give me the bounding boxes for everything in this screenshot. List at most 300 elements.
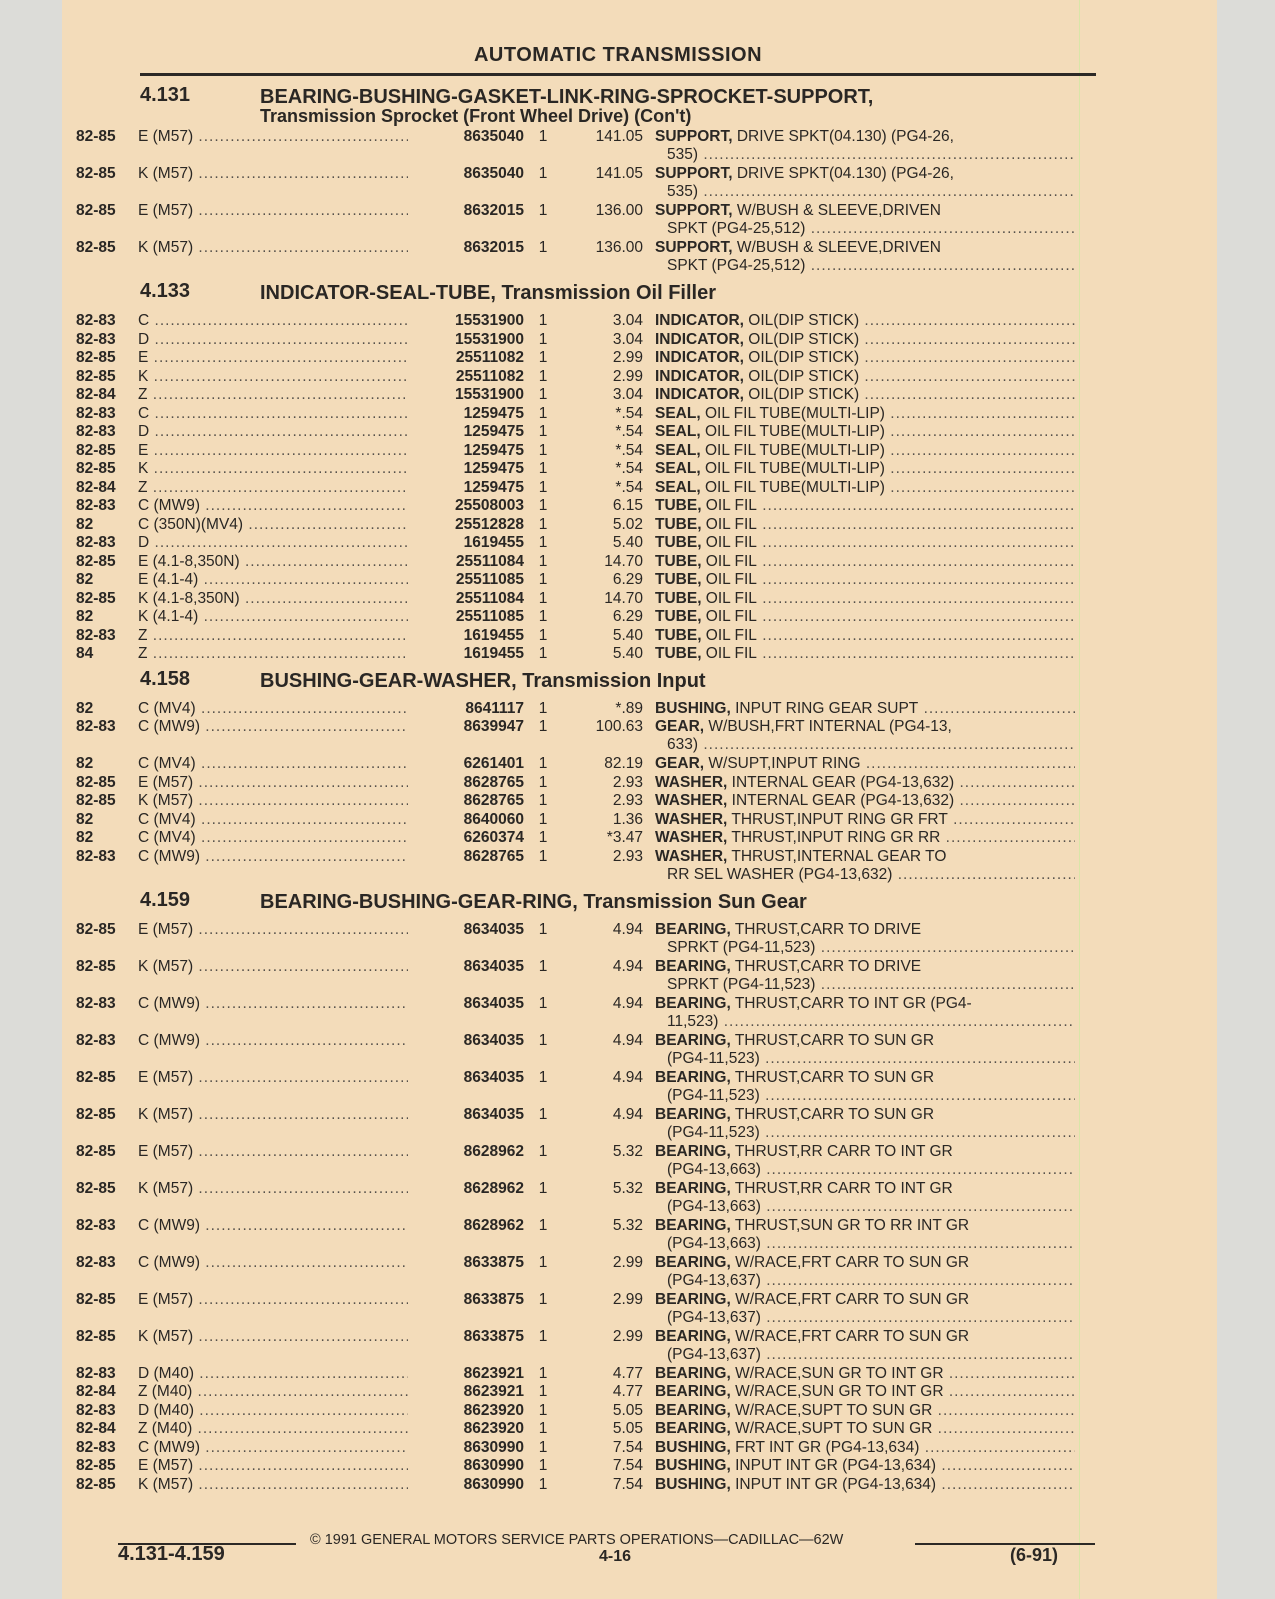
title-rule xyxy=(140,73,1096,76)
description-line-1 xyxy=(655,1476,1075,1494)
description-text: OIL(DIP STICK) xyxy=(743,349,860,366)
model-year: 82-85 xyxy=(76,367,116,385)
part-row xyxy=(0,645,1155,664)
part-row xyxy=(0,1365,1155,1384)
quantity: 1 xyxy=(538,1179,548,1197)
model-code: K (4.1-4) ..... xyxy=(138,608,408,626)
part-row xyxy=(0,312,1155,331)
description-text: THRUST,INPUT RING GR RR xyxy=(727,829,941,846)
quantity: 1 xyxy=(538,589,548,607)
price: 4.94 xyxy=(612,994,643,1012)
model-year: 82 xyxy=(76,699,94,717)
price: 2.99 xyxy=(612,349,643,366)
part-description xyxy=(655,331,1075,349)
model-code: Z ..... xyxy=(138,386,408,404)
model-year: 82-83 xyxy=(76,423,116,440)
model-code: K (4.1-8,350N) ..... xyxy=(138,590,408,608)
price: 4.94 xyxy=(612,920,643,938)
price: *.54 xyxy=(615,460,643,477)
model-year: 82-85 xyxy=(76,773,116,791)
description-keyword: SEAL, xyxy=(655,460,701,477)
model-year: 82 xyxy=(76,755,94,772)
description-keyword: SEAL, xyxy=(655,441,701,459)
price: 3.04 xyxy=(612,386,643,403)
price: 141.05 xyxy=(595,165,643,182)
part-number: 8628962 xyxy=(463,1179,524,1197)
model-code: E (M57) ..... xyxy=(138,128,408,146)
part-row xyxy=(0,995,1155,1032)
part-number: 25511084 xyxy=(455,552,524,570)
description-keyword: INDICATOR, xyxy=(655,349,744,366)
model-code: E ..... xyxy=(138,349,408,367)
quantity: 1 xyxy=(538,1216,548,1234)
quantity: 1 xyxy=(538,608,548,625)
description-line-1 xyxy=(655,921,1075,939)
description-text: OIL FIL xyxy=(701,626,757,644)
price: 5.02 xyxy=(612,515,643,533)
description-text: W/RACE,SUN GR TO INT GR xyxy=(730,1364,944,1382)
description-line-1 xyxy=(655,571,1075,589)
price: 2.93 xyxy=(612,773,643,791)
description-line-2: (PG4-13,637) ..... xyxy=(655,1272,1075,1290)
part-number: 8633875 xyxy=(463,1253,524,1271)
part-number: 8630990 xyxy=(463,1438,524,1456)
description-keyword: SUPPORT, xyxy=(655,239,733,256)
part-row xyxy=(0,1254,1155,1291)
description-keyword: GEAR, xyxy=(655,755,705,772)
description-text: THRUST,INPUT RING GR FRT xyxy=(727,810,948,828)
description-keyword: TUBE, xyxy=(655,608,702,625)
part-number: 15531900 xyxy=(455,386,524,403)
part-row xyxy=(0,460,1155,479)
description-keyword: WASHER, xyxy=(655,810,728,828)
price: 141.05 xyxy=(595,128,643,145)
part-row xyxy=(0,848,1155,885)
part-row xyxy=(0,479,1155,498)
footer-page-number: 4-16 xyxy=(598,1548,632,1565)
model-code: E (M57) ..... xyxy=(138,1291,408,1309)
part-number: 8635040 xyxy=(463,128,524,145)
description-keyword: TUBE, xyxy=(655,645,702,662)
part-description xyxy=(655,848,1075,884)
part-row xyxy=(0,386,1155,405)
model-year: 82-85 xyxy=(76,957,116,975)
description-line-1 xyxy=(655,848,1075,866)
description-keyword: BEARING, xyxy=(655,1068,731,1086)
model-code: C ..... xyxy=(138,405,408,423)
price: *.54 xyxy=(615,441,643,459)
model-year: 82-85 xyxy=(76,349,116,366)
model-year: 82 xyxy=(76,829,94,846)
part-description xyxy=(655,700,1075,718)
part-number: 15531900 xyxy=(455,330,524,348)
description-text: OIL FIL xyxy=(701,534,757,551)
part-row xyxy=(0,958,1155,995)
part-number: 8632015 xyxy=(463,239,524,256)
model-code: C (MV4) ..... xyxy=(138,700,408,718)
model-code: D (M40) ..... xyxy=(138,1402,408,1420)
description-line-1 xyxy=(655,312,1075,330)
description-line-2: 535) ..... xyxy=(655,146,1075,164)
part-number: 8634035 xyxy=(463,1031,524,1049)
part-description xyxy=(655,368,1075,386)
part-description xyxy=(655,479,1075,497)
part-description xyxy=(655,958,1075,994)
section-title-bold: BEARING-BUSHING-GASKET-LINK-RING-SPROCKET-SUPPORT, xyxy=(260,86,874,108)
description-line-1 xyxy=(655,331,1075,349)
description-keyword: INDICATOR, xyxy=(655,386,744,403)
description-keyword: TUBE, xyxy=(655,589,702,607)
description-text: W/BUSH & SLEEVE,DRIVEN xyxy=(732,239,941,256)
part-number: 1619455 xyxy=(463,626,524,644)
description-line-1 xyxy=(655,590,1075,608)
part-number: 8628962 xyxy=(463,1142,524,1160)
model-code: E (M57) ..... xyxy=(138,1457,408,1475)
part-row xyxy=(0,792,1155,811)
part-row xyxy=(0,239,1155,276)
model-code: K (M57) ..... xyxy=(138,239,408,257)
description-text: INTERNAL GEAR (PG4-13,632) xyxy=(727,773,955,791)
model-code: Z ..... xyxy=(138,627,408,645)
part-number: 25511085 xyxy=(455,571,524,588)
description-text: W/RACE,SUN GR TO INT GR xyxy=(730,1383,944,1400)
part-number: 8630990 xyxy=(463,1475,524,1493)
model-code: K (M57) ..... xyxy=(138,1106,408,1124)
part-number: 1259475 xyxy=(463,423,524,440)
model-year: 84 xyxy=(76,645,94,662)
description-line-1 xyxy=(655,202,1075,220)
part-row xyxy=(0,1069,1155,1106)
quantity: 1 xyxy=(538,202,548,219)
part-row xyxy=(0,128,1155,165)
part-description xyxy=(655,497,1075,515)
description-line-1 xyxy=(655,128,1075,146)
part-description xyxy=(655,349,1075,367)
description-text: THRUST,CARR TO DRIVE xyxy=(730,920,922,938)
price: 5.40 xyxy=(612,626,643,644)
description-text: W/BUSH & SLEEVE,DRIVEN xyxy=(732,202,941,219)
quantity: 1 xyxy=(538,571,548,588)
description-keyword: BUSHING, xyxy=(655,1475,731,1493)
description-keyword: BEARING, xyxy=(655,1327,731,1345)
description-text: W/RACE,SUPT TO SUN GR xyxy=(730,1401,933,1419)
model-year: 82-85 xyxy=(76,920,116,938)
model-code: C (MW9) ..... xyxy=(138,995,408,1013)
description-line-1 xyxy=(655,755,1075,773)
part-description xyxy=(655,386,1075,404)
part-description xyxy=(655,1032,1075,1068)
section-number: 4.133 xyxy=(140,280,191,302)
model-code: C (MW9) ..... xyxy=(138,718,408,736)
part-number: 6261401 xyxy=(463,755,524,772)
section-title xyxy=(260,670,706,693)
description-line-1 xyxy=(655,534,1075,552)
description-keyword: WASHER, xyxy=(655,792,728,809)
description-keyword: BEARING, xyxy=(655,1216,731,1234)
part-number: 25512828 xyxy=(455,515,524,533)
description-line-1 xyxy=(655,349,1075,367)
quantity: 1 xyxy=(538,957,548,975)
quantity: 1 xyxy=(538,829,548,846)
description-keyword: BEARING, xyxy=(655,1364,731,1382)
model-year: 82-85 xyxy=(76,1457,116,1474)
quantity: 1 xyxy=(538,128,548,145)
quantity: 1 xyxy=(538,994,548,1012)
description-line-1 xyxy=(655,479,1075,497)
price: 7.54 xyxy=(612,1457,643,1474)
description-keyword: SUPPORT, xyxy=(655,128,733,145)
model-year: 82-83 xyxy=(76,534,116,551)
description-text: OIL FIL xyxy=(701,645,757,662)
part-description xyxy=(655,239,1075,275)
description-keyword: INDICATOR, xyxy=(655,367,744,385)
part-row xyxy=(0,497,1155,516)
quantity: 1 xyxy=(538,847,548,865)
quantity: 1 xyxy=(538,497,548,514)
price: 2.93 xyxy=(612,847,643,865)
model-year: 82-85 xyxy=(76,552,116,570)
price: 5.32 xyxy=(612,1216,643,1234)
description-text: OIL FIL xyxy=(701,608,757,625)
model-code: C (MV4) ..... xyxy=(138,755,408,773)
part-number: 6260374 xyxy=(463,829,524,846)
section-title-rest: Transmission Oil Filler xyxy=(495,282,716,304)
model-code: C (MW9) ..... xyxy=(138,848,408,866)
part-description xyxy=(655,516,1075,534)
part-number: 25511082 xyxy=(455,367,524,385)
part-number: 1259475 xyxy=(463,441,524,459)
part-row xyxy=(0,516,1155,535)
price: *.54 xyxy=(615,423,643,440)
price: 3.04 xyxy=(612,312,643,329)
part-number: 8623920 xyxy=(463,1420,524,1437)
part-description xyxy=(655,811,1075,829)
part-number: 8628765 xyxy=(463,847,524,865)
part-number: 25511082 xyxy=(455,349,524,366)
description-line-2: 11,523) ..... xyxy=(655,1013,1075,1031)
quantity: 1 xyxy=(538,1364,548,1382)
price: 136.00 xyxy=(595,202,643,219)
parts-list xyxy=(0,80,1155,1494)
part-description xyxy=(655,553,1075,571)
description-text: OIL FIL xyxy=(701,515,757,533)
description-keyword: BUSHING, xyxy=(655,699,731,717)
model-code: K (M57) ..... xyxy=(138,1180,408,1198)
description-text: FRT INT GR (PG4-13,634) xyxy=(730,1438,920,1456)
description-line-1 xyxy=(655,1365,1075,1383)
description-text: OIL FIL TUBE(MULTI-LIP) xyxy=(700,460,885,477)
quantity: 1 xyxy=(538,1142,548,1160)
part-row xyxy=(0,571,1155,590)
model-year: 82-85 xyxy=(76,792,116,809)
quantity: 1 xyxy=(538,1290,548,1308)
model-year: 82-83 xyxy=(76,718,116,735)
quantity: 1 xyxy=(538,1475,548,1493)
part-row xyxy=(0,1383,1155,1402)
price: 136.00 xyxy=(595,239,643,256)
description-line-1 xyxy=(655,1420,1075,1438)
price: 1.36 xyxy=(612,810,643,828)
part-description xyxy=(655,1069,1075,1105)
description-line-1 xyxy=(655,995,1075,1013)
description-text: THRUST,CARR TO INT GR (PG4- xyxy=(730,994,972,1012)
description-line-1 xyxy=(655,811,1075,829)
part-description xyxy=(655,774,1075,792)
description-keyword: SEAL, xyxy=(655,423,701,440)
description-keyword: BUSHING, xyxy=(655,1457,731,1474)
description-text: OIL FIL xyxy=(701,497,757,514)
description-text: INPUT RING GEAR SUPT xyxy=(730,699,919,717)
part-number: 8633875 xyxy=(463,1327,524,1345)
description-line-1 xyxy=(655,1180,1075,1198)
description-keyword: BEARING, xyxy=(655,1290,731,1308)
model-year: 82-85 xyxy=(76,1179,116,1197)
part-row xyxy=(0,829,1155,848)
quantity: 1 xyxy=(538,1068,548,1086)
model-year: 82-83 xyxy=(76,1031,116,1049)
quantity: 1 xyxy=(538,718,548,735)
description-text: OIL FIL TUBE(MULTI-LIP) xyxy=(700,404,885,422)
section-header xyxy=(0,664,1155,700)
description-line-2: SPRKT (PG4-11,523) ..... xyxy=(655,976,1075,994)
model-code: E (4.1-8,350N) ..... xyxy=(138,553,408,571)
footer-section-range: 4.131-4.159 xyxy=(118,1543,225,1565)
quantity: 1 xyxy=(538,920,548,938)
model-code: C (MW9) ..... xyxy=(138,497,408,515)
description-keyword: WASHER, xyxy=(655,773,728,791)
description-text: W/SUPT,INPUT RING xyxy=(704,755,861,772)
description-keyword: BEARING, xyxy=(655,1142,731,1160)
price: *.89 xyxy=(615,699,643,717)
description-text: THRUST,CARR TO SUN GR xyxy=(730,1105,935,1123)
model-year: 82-85 xyxy=(76,1068,116,1086)
model-code: C (MW9) ..... xyxy=(138,1439,408,1457)
model-code: Z ..... xyxy=(138,479,408,497)
description-keyword: TUBE, xyxy=(655,571,702,588)
description-line-1 xyxy=(655,718,1075,736)
price: 2.99 xyxy=(612,1327,643,1345)
section-title-bold: BEARING-BUSHING-GEAR-RING, xyxy=(260,890,578,913)
description-text: INPUT INT GR (PG4-13,634) xyxy=(730,1457,937,1474)
quantity: 1 xyxy=(538,645,548,662)
model-year: 82-83 xyxy=(76,1364,116,1382)
quantity: 1 xyxy=(538,1420,548,1437)
model-year: 82 xyxy=(76,515,94,533)
description-text: INTERNAL GEAR (PG4-13,632) xyxy=(727,792,955,809)
page-title: AUTOMATIC TRANSMISSION xyxy=(473,44,763,66)
description-line-1 xyxy=(655,1383,1075,1401)
model-year: 82-83 xyxy=(76,1216,116,1234)
description-keyword: BEARING, xyxy=(655,1383,731,1400)
description-line-1 xyxy=(655,368,1075,386)
price: 6.29 xyxy=(612,608,643,625)
model-code: C (MW9) ..... xyxy=(138,1217,408,1235)
description-line-1 xyxy=(655,958,1075,976)
quantity: 1 xyxy=(538,404,548,422)
section-title-rest: Transmission Sun Gear xyxy=(577,890,807,913)
price: 2.99 xyxy=(612,1253,643,1271)
description-line-2: (PG4-13,637) ..... xyxy=(655,1309,1075,1327)
description-line-2: SPKT (PG4-25,512) ..... xyxy=(655,257,1075,275)
model-code: E (M57) ..... xyxy=(138,202,408,220)
price: 4.94 xyxy=(612,1105,643,1123)
part-number: 25511084 xyxy=(455,589,524,607)
description-text: OIL FIL TUBE(MULTI-LIP) xyxy=(700,423,885,440)
model-year: 82-85 xyxy=(76,460,116,477)
part-description xyxy=(655,460,1075,478)
model-year: 82-83 xyxy=(76,1401,116,1419)
description-text: THRUST,RR CARR TO INT GR xyxy=(730,1142,953,1160)
price: 5.32 xyxy=(612,1179,643,1197)
part-row xyxy=(0,202,1155,239)
description-line-1 xyxy=(655,516,1075,534)
price: 5.05 xyxy=(612,1420,643,1437)
part-description xyxy=(655,608,1075,626)
model-code: K (M57) ..... xyxy=(138,1476,408,1494)
price: 5.40 xyxy=(612,534,643,551)
quantity: 1 xyxy=(538,1383,548,1400)
description-keyword: BEARING, xyxy=(655,1253,731,1271)
model-year: 82-85 xyxy=(76,128,116,145)
part-number: 1259475 xyxy=(463,478,524,496)
quantity: 1 xyxy=(538,773,548,791)
part-number: 25508003 xyxy=(455,497,524,514)
description-line-1 xyxy=(655,423,1075,441)
model-year: 82-84 xyxy=(76,478,116,496)
part-number: 8634035 xyxy=(463,1068,524,1086)
part-row xyxy=(0,349,1155,368)
quantity: 1 xyxy=(538,534,548,551)
description-line-1 xyxy=(655,645,1075,663)
part-row xyxy=(0,1439,1155,1458)
description-keyword: SEAL, xyxy=(655,404,701,422)
description-line-1 xyxy=(655,1217,1075,1235)
part-description xyxy=(655,792,1075,810)
model-code: E ..... xyxy=(138,442,408,460)
model-code: E (M57) ..... xyxy=(138,921,408,939)
part-number: 8634035 xyxy=(463,957,524,975)
model-year: 82-84 xyxy=(76,1383,116,1400)
description-keyword: TUBE, xyxy=(655,497,702,514)
description-line-1 xyxy=(655,460,1075,478)
part-row xyxy=(0,627,1155,646)
description-line-1 xyxy=(655,792,1075,810)
description-text: W/RACE,FRT CARR TO SUN GR xyxy=(730,1327,970,1345)
model-code: Z ..... xyxy=(138,645,408,663)
part-description xyxy=(655,1143,1075,1179)
description-text: W/RACE,FRT CARR TO SUN GR xyxy=(730,1290,970,1308)
quantity: 1 xyxy=(538,552,548,570)
description-text: W/BUSH,FRT INTERNAL (PG4-13, xyxy=(704,718,952,735)
part-description xyxy=(655,405,1075,423)
description-text: OIL(DIP STICK) xyxy=(743,330,860,348)
description-line-2: (PG4-11,523) ..... xyxy=(655,1124,1075,1142)
section-number: 4.159 xyxy=(140,888,191,911)
part-row xyxy=(0,1457,1155,1476)
quantity: 1 xyxy=(538,349,548,366)
price: 3.04 xyxy=(612,330,643,348)
description-keyword: SEAL, xyxy=(655,478,701,496)
part-row xyxy=(0,700,1155,719)
quantity: 1 xyxy=(538,1457,548,1474)
description-line-2: SPRKT (PG4-11,523) ..... xyxy=(655,939,1075,957)
quantity: 1 xyxy=(538,1327,548,1345)
description-line-1 xyxy=(655,829,1075,847)
part-row xyxy=(0,165,1155,202)
part-description xyxy=(655,442,1075,460)
part-description xyxy=(655,1365,1075,1383)
section-title xyxy=(260,282,716,305)
